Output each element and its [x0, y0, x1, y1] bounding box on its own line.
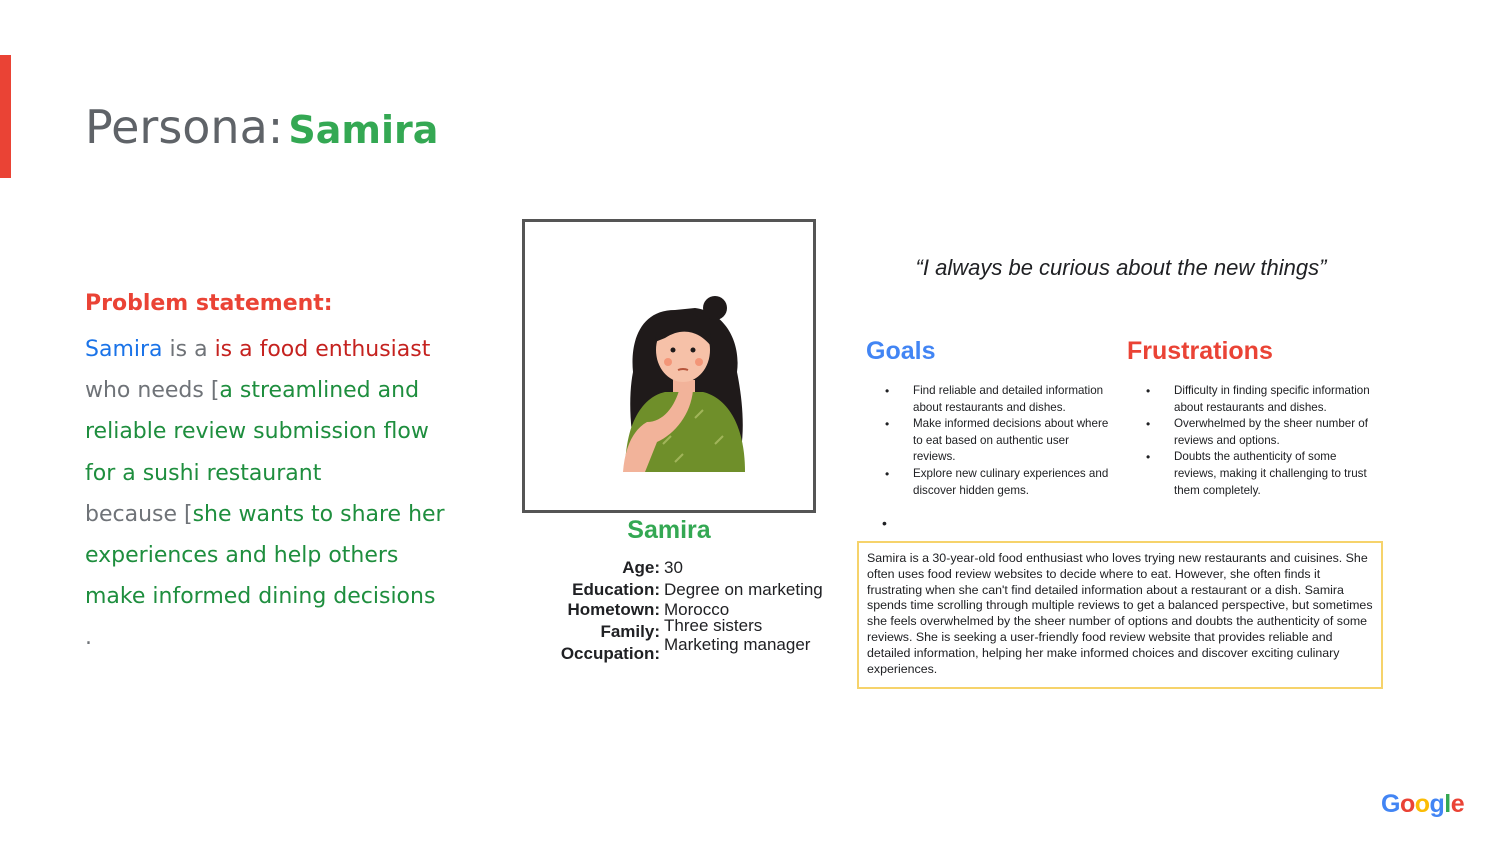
avatar	[525, 222, 813, 510]
problem-needs-label: who needs [	[85, 378, 220, 404]
detail-value: 30	[664, 558, 683, 577]
problem-connector: is a	[162, 337, 215, 362]
problem-line	[85, 494, 485, 535]
problem-user-characteristic: is a food enthusiast	[214, 337, 431, 362]
problem-line: reliable review submission flow	[85, 419, 429, 445]
list-item: • Make informed decisions about where to eat based on authentic user reviews.	[913, 416, 1113, 466]
detail-value: Morocco	[664, 600, 730, 619]
frustrations-heading: Frustrations	[1127, 337, 1273, 365]
problem-need: a streamlined and	[219, 378, 420, 404]
list-item: • Difficulty in finding specific information about restaurants and dishes.	[1174, 383, 1374, 416]
problem-user-name: Samira	[85, 337, 163, 362]
title-prefix: Persona:	[85, 100, 284, 154]
accent-bar	[0, 55, 11, 178]
detail-label: Education:	[572, 580, 660, 599]
persona-photo-frame	[522, 219, 816, 513]
goals-heading: Goals	[866, 337, 936, 365]
list-item: • Doubts the authenticity of some reviews, making it challenging to trust them completely.	[1174, 449, 1374, 499]
detail-value: Three sisters	[664, 616, 763, 635]
problem-line: make informed dining decisions	[85, 584, 436, 610]
goals-list	[913, 383, 1113, 499]
detail-label: Occupation:	[560, 644, 660, 663]
detail-value: Marketing manager	[664, 635, 811, 654]
google-logo	[1381, 790, 1464, 819]
problem-line: .	[85, 625, 92, 651]
problem-line	[85, 370, 485, 411]
problem-statement	[85, 288, 485, 659]
persona-bio: Samira is a 30-year-old food enthusiast who loves trying new restaurants and cuisines. She often uses food review websites to decide where to eat. However, she often finds it frustrating when she can't find detailed information about a restaurant or a dish. Samira spends time scrolling through multiple reviews to get a balanced perspective, but sometimes she feels overwhelmed by the sheer number of options and doubts the authenticity of some reviews. She is seeking a user-friendly food review website that provides reliable and detailed information, helping her make informed choices and discover exciting culinary experiences.	[857, 541, 1383, 689]
logo-letter: o	[1399, 790, 1415, 818]
page-title	[85, 100, 438, 154]
detail-value: Degree on marketing	[664, 580, 823, 599]
detail-label: Hometown:	[567, 600, 660, 619]
logo-letter: g	[1429, 790, 1445, 818]
persona-name: Samira	[627, 516, 711, 544]
empty-bullet: •	[882, 515, 887, 531]
frustrations-list	[1174, 383, 1374, 499]
problem-insight: she wants to share her	[192, 501, 445, 527]
list-item: • Find reliable and detailed information about restaurants and dishes.	[913, 383, 1113, 416]
detail-label: Age:	[622, 558, 660, 577]
list-item: • Explore new culinary experiences and discover hidden gems.	[913, 466, 1113, 499]
logo-letter: e	[1450, 790, 1465, 818]
detail-label: Family:	[600, 622, 660, 641]
problem-because-label: because [	[85, 501, 193, 527]
logo-letter: o	[1414, 790, 1430, 818]
problem-line: for a sushi restaurant	[85, 460, 322, 486]
logo-letter: l	[1444, 790, 1451, 818]
problem-line	[85, 329, 485, 370]
problem-heading: Problem statement:	[85, 291, 333, 316]
persona-quote: “I always be curious about the new things”	[915, 255, 1327, 280]
problem-line: experiences and help others	[85, 543, 399, 569]
title-persona-name: Samira	[288, 108, 439, 152]
logo-letter: G	[1381, 790, 1400, 818]
list-item: • Overwhelmed by the sheer number of reviews and options.	[1174, 416, 1374, 449]
